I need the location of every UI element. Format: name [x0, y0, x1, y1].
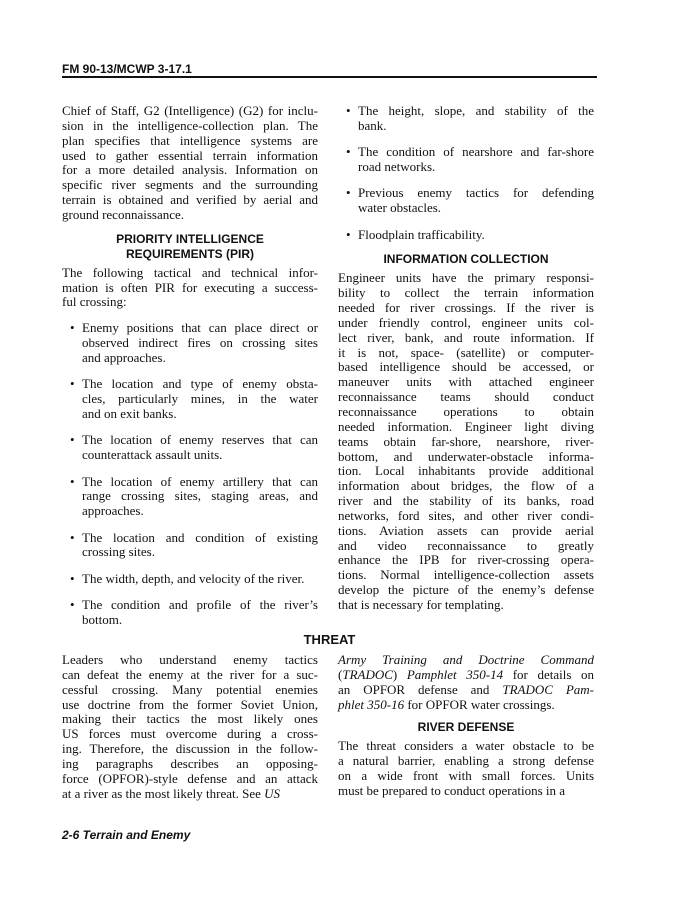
running-header: FM 90-13/MCWP 3-17.1: [62, 62, 192, 76]
text-line: The location of enemy artillery that can: [82, 473, 318, 489]
text-line: used to gather essential terrain information: [62, 147, 318, 163]
text-line: cessful crossing. Many potential enemies: [62, 681, 318, 697]
information-collection-heading: INFORMATION COLLECTION: [383, 252, 549, 267]
text-line: based intelligence should be accessed, or: [338, 359, 594, 375]
text-line: it is not, space- (satellite) or computer-: [338, 344, 594, 360]
text-line: develop the picture of the enemy’s defense: [338, 582, 594, 598]
threat-paragraph-right: [338, 653, 594, 712]
text-line: Leaders who understand enemy tactics: [62, 652, 318, 667]
bullet-item: [338, 186, 594, 216]
page-footer: 2-6 Terrain and Enemy: [62, 828, 191, 842]
text-line: The following tactical and technical infor-: [62, 264, 318, 280]
text-line: and on exit banks.: [82, 406, 177, 421]
text-line: The condition of nearshore and far-shore: [358, 144, 594, 160]
bullet-icon: •: [70, 473, 75, 489]
text-line: Army Training and Doctrine Command: [338, 652, 594, 667]
bullet-item: [62, 377, 318, 422]
pir-intro-paragraph: [62, 266, 318, 311]
text-line: The height, slope, and stability of the: [358, 103, 594, 118]
pir-bullet-list: [62, 321, 318, 628]
text-line: on a wide front with small forces. Units: [338, 768, 594, 784]
text-line: Chief of Staff, G2 (Intelligence) (G2) for inclu-: [62, 103, 318, 118]
text-line: road networks.: [358, 159, 436, 175]
bullet-item: [62, 531, 318, 561]
text-line: reconnaissance teams should conduct: [338, 389, 594, 405]
information-collection-paragraph: [338, 271, 594, 612]
text-line: can defeat the enemy at the river for a suc-: [62, 666, 318, 682]
text-line: bottom.: [82, 611, 123, 627]
text-line: force (OPFOR)-style defense and an attack: [62, 770, 318, 786]
text-line: range crossing sites, staging areas, and: [82, 488, 318, 504]
text-line: The location and type of enemy obsta-: [82, 376, 318, 392]
threat-right-column: [338, 653, 594, 799]
text-line: observed indirect fires on crossing sites: [82, 335, 318, 351]
text-line: for a more detailed analysis. Information on: [62, 162, 318, 178]
text-line: a natural barrier, enabling a strong defense: [338, 753, 594, 769]
bullet-icon: •: [346, 103, 351, 118]
left-column: [62, 104, 318, 628]
text-line: tion. Local inhabitants provide additional: [338, 463, 594, 479]
bullet-item: [62, 572, 318, 587]
text-line: maneuver units with attached engineer: [338, 374, 594, 390]
text-line: Previous enemy tactics for defending: [358, 185, 594, 201]
bullet-text: [82, 321, 318, 366]
text-line: tions. Aviation assets can provide aerial: [338, 522, 594, 538]
text-line: information about bridges, the flow of a: [338, 478, 594, 494]
text-line: The location and condition of existing: [82, 529, 318, 545]
text-line: Floodplain trafficability.: [358, 226, 485, 242]
text-line: teams obtain far-shore, nearshore, river-: [338, 433, 594, 449]
bullet-item: [338, 145, 594, 175]
text-line: networks, ford sites, and other river condi-: [338, 507, 594, 523]
text-line: that is necessary for templating.: [338, 596, 504, 612]
text-line: tions. Normal intelligence-collection assets: [338, 567, 594, 583]
bullet-text: [358, 228, 594, 243]
text-line: and approaches.: [82, 349, 166, 365]
text-line: needed information. Engineer light diving: [338, 418, 594, 434]
text-line: bank.: [358, 117, 387, 133]
bullet-icon: •: [346, 226, 351, 242]
text-line: The threat considers a water obstacle to be: [338, 738, 594, 754]
text-line: terrain is obtained and verified by aerial and: [62, 192, 318, 208]
bullet-icon: •: [346, 185, 351, 201]
threat-heading: THREAT: [303, 632, 356, 647]
text-line: must be prepared to conduct operations in a: [338, 782, 566, 798]
header-rule: [62, 76, 597, 78]
text-line: at a river as the most likely threat. See US: [62, 785, 281, 801]
text-line: The width, depth, and velocity of the river.: [82, 570, 305, 586]
text-line: lect river, bank, and route information. If: [338, 329, 594, 345]
bullet-icon: •: [346, 144, 351, 160]
bullet-icon: •: [70, 432, 75, 448]
pir-heading: [62, 232, 318, 262]
bullet-icon: •: [70, 320, 75, 336]
threat-paragraph-left: [62, 653, 318, 801]
text-line: The condition and profile of the river’s: [82, 597, 318, 613]
heading-line: REQUIREMENTS (PIR): [125, 246, 254, 261]
text-line: US forces must overcome during a cross-: [62, 726, 318, 742]
text-line: ing. Therefore, the discussion in the follow-: [62, 741, 318, 757]
river-defense-heading: RIVER DEFENSE: [417, 720, 515, 735]
text-line: Engineer units have the primary responsi-: [338, 270, 594, 286]
text-line: specific river segments and the surrounding: [62, 177, 318, 193]
bullet-item: [338, 228, 594, 243]
bullet-item: [62, 475, 318, 520]
text-line: plan specifies that intelligence systems are: [62, 132, 318, 148]
river-defense-paragraph: [338, 739, 594, 798]
bullet-text: [358, 186, 594, 216]
bullet-text: [82, 531, 318, 561]
text-line: enhance the IPB for river-crossing opera-: [338, 552, 594, 568]
bullet-list: [338, 104, 594, 242]
text-line: use doctrine from the former Soviet Union,: [62, 696, 318, 712]
text-line: water obstacles.: [358, 200, 442, 216]
text-line: ful crossing:: [62, 294, 127, 310]
intro-paragraph: [62, 104, 318, 223]
heading-line: PRIORITY INTELLIGENCE: [116, 231, 264, 246]
bullet-item: [62, 598, 318, 628]
bullet-text: [82, 475, 318, 520]
right-column: [338, 104, 594, 613]
text-line: under friendly control, engineer units col-: [338, 314, 594, 330]
text-line: bottom, and underwater-obstacle informa-: [338, 448, 594, 464]
bullet-text: [358, 104, 594, 134]
text-line: counterattack assault units.: [82, 447, 223, 463]
text-line: bility to collect the terrain information: [338, 285, 594, 301]
text-line: and video reconnaissance to greatly: [338, 537, 594, 553]
text-line: Enemy positions that can place direct or: [82, 320, 318, 336]
text-line: making their tactics the most likely ones: [62, 711, 318, 727]
text-line: reconnaissance operations to obtain: [338, 404, 594, 419]
text-line: approaches.: [82, 503, 144, 519]
bullet-text: [82, 377, 318, 422]
text-line: cles, particularly mines, in the water: [82, 391, 318, 407]
bullet-item: [62, 321, 318, 366]
bullet-icon: •: [70, 570, 75, 586]
bullet-icon: •: [70, 597, 75, 613]
text-line: (TRADOC) Pamphlet 350-14 for details on: [338, 666, 595, 682]
text-line: needed for river crossings. If the river is: [338, 300, 594, 316]
text-line: mation is often PIR for executing a success-: [62, 279, 318, 295]
text-line: crossing sites.: [82, 544, 155, 560]
bullet-text: [358, 145, 594, 175]
bullet-text: [82, 572, 318, 587]
text-line: ground reconnaissance.: [62, 206, 185, 222]
bullet-icon: •: [70, 376, 75, 392]
bullet-text: [82, 598, 318, 628]
bullet-item: [62, 433, 318, 463]
bullet-icon: •: [70, 529, 75, 545]
bullet-item: [338, 104, 594, 134]
text-line: ing paragraphs describes an opposing-: [62, 755, 318, 771]
text-line: an OPFOR defense and TRADOC Pam-: [338, 681, 595, 697]
text-line: The location of enemy reserves that can: [82, 432, 318, 448]
text-line: sion in the intelligence-collection plan. The: [62, 117, 318, 133]
text-line: phlet 350-16 for OPFOR water crossings.: [338, 696, 555, 712]
bullet-text: [82, 433, 318, 463]
text-line: river and the stability of its banks, road: [338, 493, 594, 509]
